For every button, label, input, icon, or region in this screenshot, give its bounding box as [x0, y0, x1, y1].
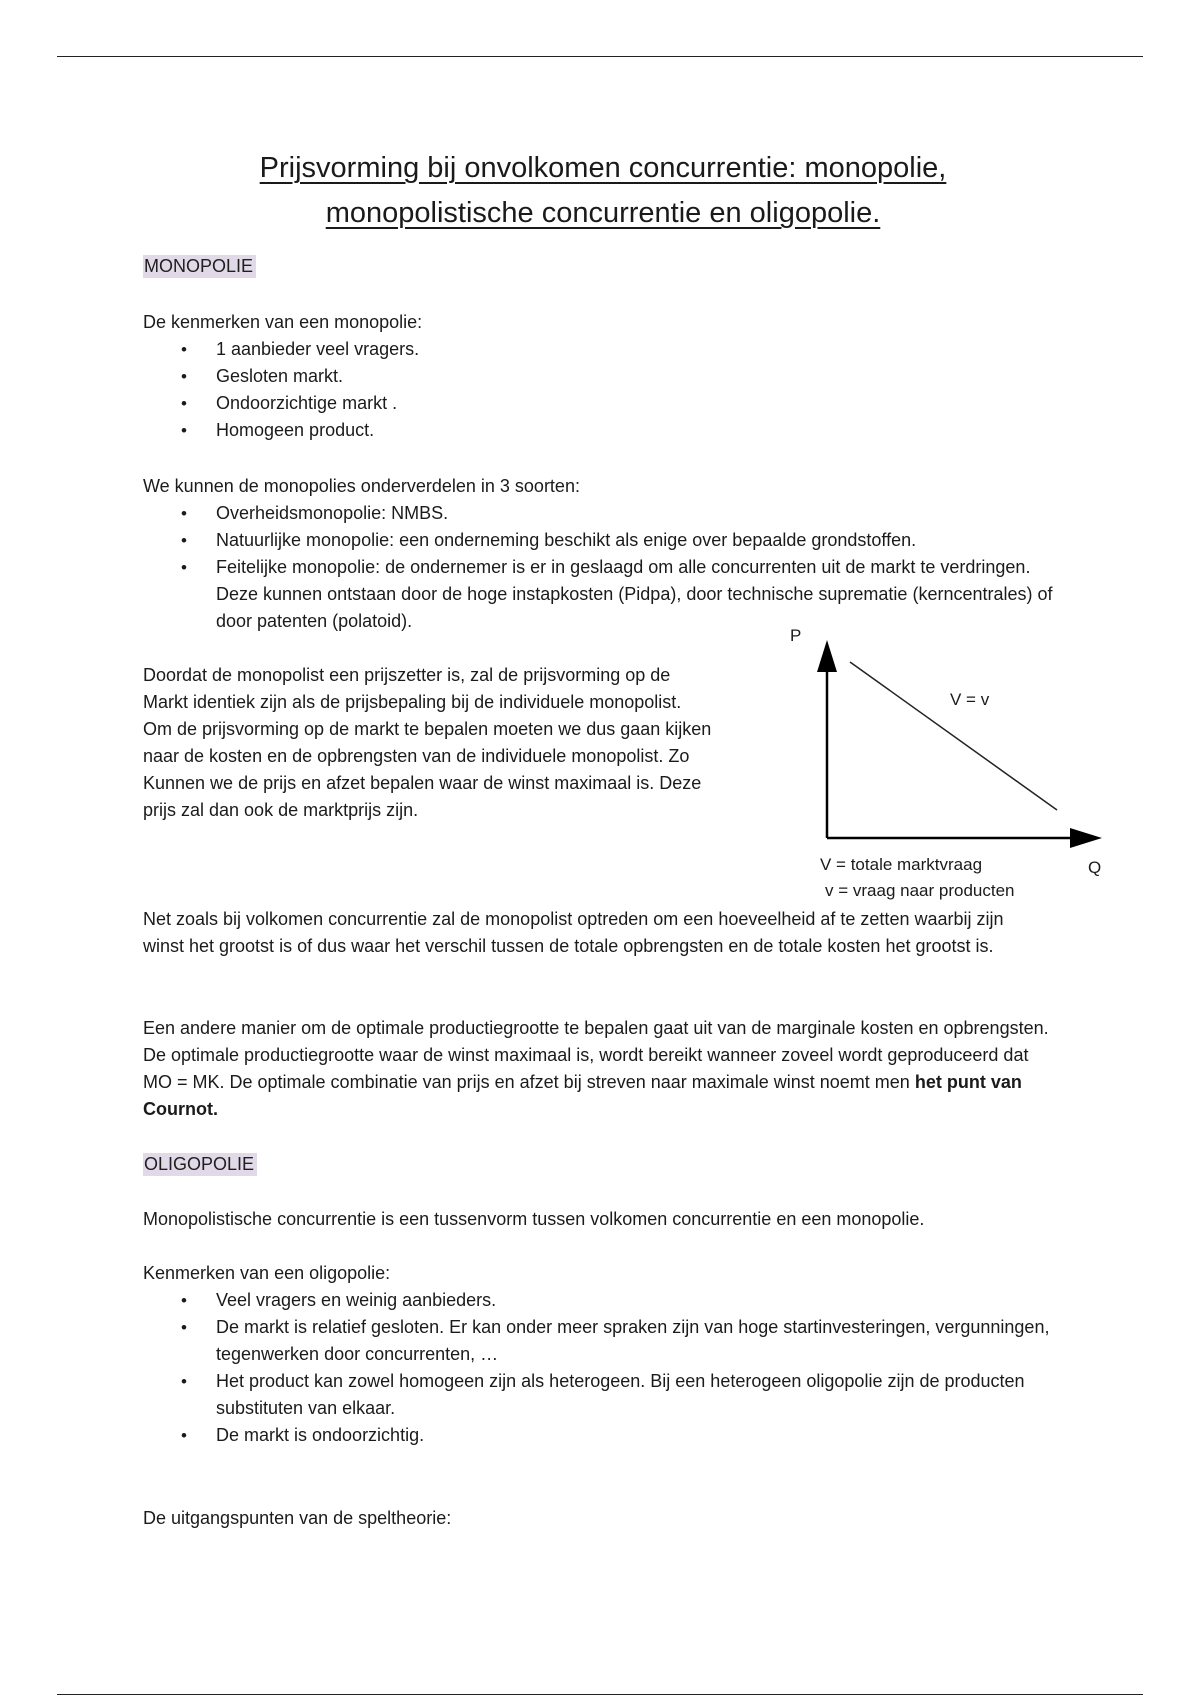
- oligopolie-intro: Monopolistische concurrentie is een tussenvorm tussen volkomen concurrentie en een monopolie.: [143, 1209, 925, 1229]
- list-item: • Feitelijke monopolie: de ondernemer is er in geslaagd om alle concurrenten uit de markt te verdringen. Deze kunnen ontstaan door de hoge instapkosten (Pidpa), door technische suprematie (kerncentrales) of door patenten (polatoid).: [143, 554, 1053, 635]
- bullet-icon: •: [181, 394, 187, 413]
- monopolie-kenmerken-intro: De kenmerken van een monopolie:: [143, 312, 423, 332]
- demand-graph: [770, 626, 1110, 912]
- x-axis-arrow-icon: [1070, 828, 1102, 848]
- list-item: • Overheidsmonopolie: NMBS.: [143, 500, 1053, 527]
- oligopolie-kenmerken-intro: Kenmerken van een oligopolie:: [143, 1263, 391, 1283]
- section-heading-oligopolie: OLIGOPOLIE: [143, 1153, 257, 1176]
- bullet-icon: •: [181, 1291, 187, 1310]
- list-item: • Ondoorzichtige markt .: [143, 390, 1023, 417]
- bullet-icon: •: [181, 1426, 187, 1445]
- y-axis-label: P: [790, 626, 802, 645]
- list-item: • Het product kan zowel homogeen zijn als heterogeen. Bij een heterogeen oligopolie zijn de producten substituten van elkaar.: [143, 1368, 1053, 1422]
- monopolie-kenmerken-list: [143, 336, 1023, 444]
- monopolie-paragraph-cournot: Een andere manier om de optimale productiegrootte te bepalen gaat uit van de marginale kosten en opbrengsten. De optimale productiegrootte waar de winst maximaal is, wordt bereikt wanneer zoveel wordt geproduceerd dat MO = MK. De optimale combinatie van prijs en afzet bij streven naar maximale winst noemt men het punt van Cournot.: [143, 1018, 1049, 1119]
- monopolie-paragraph-prijszetter: Doordat de monopolist een prijszetter is, zal de prijsvorming op de Markt identiek zijn als de prijsbepaling bij de individuele monopolist. Om de prijsvorming op de markt te bepalen moeten we dus gaan kijken naar de kosten en de opbrengsten van de individuele monopolist. Zo Kunnen we de prijs en afzet bepalen waar de winst maximaal is. Deze prijs zal dan ook de marktprijs zijn.: [143, 665, 712, 820]
- header-rule: [57, 56, 1143, 57]
- x-axis-label: Q: [1088, 858, 1102, 877]
- list-item: • Gesloten markt.: [143, 363, 1023, 390]
- list-item: • De markt is ondoorzichtig.: [143, 1422, 1053, 1449]
- title-line-2: monopolistische concurrentie en oligopolie.: [325, 197, 881, 229]
- bullet-icon: •: [181, 421, 187, 440]
- bullet-icon: •: [181, 367, 187, 386]
- monopolie-soorten-intro: We kunnen de monopolies onderverdelen in 3 soorten:: [143, 476, 580, 496]
- list-item: • 1 aanbieder veel vragers.: [143, 336, 1023, 363]
- title-line-1: Prijsvorming bij onvolkomen concurrentie: monopolie,: [259, 152, 947, 184]
- bullet-icon: •: [181, 504, 187, 523]
- speltheorie-intro: De uitgangspunten van de speltheorie:: [143, 1508, 452, 1528]
- section-heading-monopolie: MONOPOLIE: [143, 255, 256, 278]
- graph-legend-line-2: v = vraag naar producten: [825, 881, 1015, 900]
- bullet-icon: •: [181, 558, 187, 577]
- monopolie-paragraph-winst: Net zoals bij volkomen concurrentie zal de monopolist optreden om een hoeveelheid af te zetten waarbij zijn winst het grootst is of dus waar het verschil tussen de totale opbrengsten en de totale kosten het grootst is.: [143, 909, 1004, 956]
- demand-line: [850, 662, 1057, 810]
- cournot-term: het punt van Cournot.: [143, 1072, 1022, 1119]
- oligopolie-kenmerken-list: [143, 1287, 1053, 1449]
- bullet-icon: •: [181, 340, 187, 359]
- bullet-icon: •: [181, 1372, 187, 1391]
- list-item: • Veel vragers en weinig aanbieders.: [143, 1287, 1053, 1314]
- list-item: • Natuurlijke monopolie: een onderneming beschikt als enige over bepaalde grondstoffen.: [143, 527, 1053, 554]
- list-item: • De markt is relatief gesloten. Er kan onder meer spraken zijn van hoge startinvesteringen, vergunningen, tegenwerken door concurrenten, …: [143, 1314, 1053, 1368]
- bullet-icon: •: [181, 531, 187, 550]
- demand-line-label: V = v: [950, 690, 990, 709]
- list-item: • Homogeen product.: [143, 417, 1023, 444]
- monopolie-soorten-list: [143, 500, 1053, 635]
- bullet-icon: •: [181, 1318, 187, 1337]
- footer-rule: [57, 1694, 1143, 1695]
- graph-legend-line-1: V = totale marktvraag: [820, 855, 983, 874]
- y-axis-arrow-icon: [817, 640, 837, 672]
- document-title: [143, 146, 1063, 236]
